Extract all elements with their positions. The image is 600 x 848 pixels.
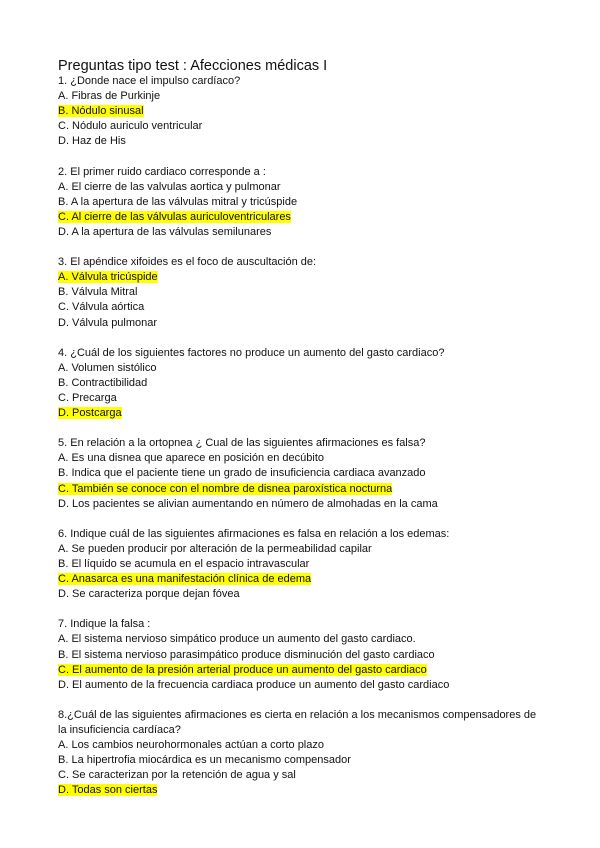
answer-option xyxy=(58,482,544,497)
question-4 xyxy=(58,346,544,421)
question-stem: 2. El primer ruido cardiaco corresponde a : xyxy=(58,165,266,178)
question-6 xyxy=(58,527,544,602)
answer-text: A. Fibras de Purkinje xyxy=(58,90,161,103)
answer-option xyxy=(58,497,544,512)
correct-answer-highlight: A. Válvula tricúspide xyxy=(58,271,158,284)
answer-text: D. Se caracteriza porque dejan fóvea xyxy=(58,588,240,601)
document-title: Preguntas tipo test : Afecciones médicas I xyxy=(58,58,328,74)
correct-answer-highlight: B. Nódulo sinusal xyxy=(58,105,144,118)
answer-option xyxy=(58,753,544,768)
answer-text: D. Válvula pulmonar xyxy=(58,316,158,329)
answer-text: D. Haz de His xyxy=(58,135,126,148)
question-stem: 4. ¿Cuál de los siguientes factores no produce un aumento del gasto cardiaco? xyxy=(58,346,445,359)
answer-text: B. El líquido se acumula en el espacio intravascular xyxy=(58,558,310,570)
question-stem: 5. En relación a la ortopnea ¿ Cual de las siguientes afirmaciones es falsa? xyxy=(58,437,426,450)
answer-option xyxy=(58,225,544,240)
answer-text: B. Válvula Mitral xyxy=(58,286,138,299)
answer-text: B. El sistema nervioso parasimpático produce disminución del gasto cardiaco xyxy=(58,648,435,661)
correct-answer-highlight: D. Todas son ciertas xyxy=(58,784,158,797)
answer-option xyxy=(58,783,544,798)
answer-option xyxy=(58,557,544,572)
answer-option xyxy=(58,768,544,783)
answer-text: C. Precarga xyxy=(58,391,117,404)
correct-answer-highlight: C. Al cierre de las válvulas auriculoventriculares xyxy=(58,210,291,223)
answer-option xyxy=(58,104,544,119)
answer-text: C. Nódulo auriculo ventricular xyxy=(58,120,203,133)
answer-option xyxy=(58,180,544,195)
question-stem: 7. Indique la falsa : xyxy=(58,618,151,631)
answer-text: A. El sistema nervioso simpático produce un aumento del gasto cardiaco. xyxy=(58,633,416,646)
answer-text: B. A la apertura de las válvulas mitral y tricúspide xyxy=(58,195,298,208)
answer-option xyxy=(58,270,544,285)
answer-text: B. Contractibilidad xyxy=(58,376,148,389)
answer-option xyxy=(58,632,544,647)
answer-option xyxy=(58,678,544,693)
answer-option xyxy=(58,648,544,663)
question-5 xyxy=(58,436,544,511)
document-page xyxy=(58,57,544,814)
answer-option xyxy=(58,572,544,587)
answer-option xyxy=(58,316,544,331)
answer-text: A. Los cambios neurohormonales actúan a corto plazo xyxy=(58,739,324,752)
answer-option xyxy=(58,195,544,210)
question-stem: 6. Indique cuál de las siguientes afirmaciones es falsa en relación a los edemas: xyxy=(58,527,450,540)
question-stem: 8.¿Cuál de las siguientes afirmaciones es cierta en relación a los mecanismos compensadores de la insuficiencia cardíaca? xyxy=(58,708,537,737)
correct-answer-highlight: C. Anasarca es una manifestación clínica de edema xyxy=(58,573,312,586)
answer-text: D. Los pacientes se alivian aumentando en número de almohadas en la cama xyxy=(58,497,438,510)
question-stem: 3. El apéndice xifoides es el foco de auscultación de: xyxy=(58,256,317,269)
answer-option xyxy=(58,300,544,315)
answer-option xyxy=(58,466,544,481)
correct-answer-highlight: C. El aumento de la presión arterial produce un aumento del gasto cardiaco xyxy=(58,663,427,676)
answer-option xyxy=(58,451,544,466)
answer-text: A. Es una disnea que aparece en posición en decúbito xyxy=(58,452,325,465)
answer-option xyxy=(58,738,544,753)
correct-answer-highlight: C. También se conoce con el nombre de disnea paroxística nocturna xyxy=(58,482,393,495)
answer-option xyxy=(58,406,544,421)
answer-option xyxy=(58,391,544,406)
answer-text: C. Válvula aórtica xyxy=(58,301,145,314)
question-stem: 1. ¿Donde nace el impulso cardíaco? xyxy=(58,75,241,87)
answer-option xyxy=(58,376,544,391)
answer-option xyxy=(58,285,544,300)
correct-answer-highlight: D. Postcarga xyxy=(58,407,122,420)
answer-text: B. La hipertrofia miocárdica es un mecanismo compensador xyxy=(58,754,351,767)
answer-option xyxy=(58,210,544,225)
answer-option xyxy=(58,587,544,602)
question-1 xyxy=(58,74,544,149)
answer-text: A. Volumen sistólico xyxy=(58,361,157,374)
answer-text: D. El aumento de la frecuencia cardiaca produce un aumento del gasto cardiaco xyxy=(58,678,450,691)
answer-option xyxy=(58,663,544,678)
question-7 xyxy=(58,617,544,692)
answer-text: B. Indica que el paciente tiene un grado de insuficiencia cardiaca avanzado xyxy=(58,467,426,480)
answer-text: D. A la apertura de las válvulas semilunares xyxy=(58,225,272,238)
answer-text: C. Se caracterizan por la retención de agua y sal xyxy=(58,769,296,782)
answer-option xyxy=(58,119,544,134)
answer-option xyxy=(58,134,544,149)
answer-text: A. Se pueden producir por alteración de la permeabilidad capilar xyxy=(58,542,372,555)
question-8 xyxy=(58,708,544,799)
question-2 xyxy=(58,165,544,240)
answer-option xyxy=(58,361,544,376)
answer-option xyxy=(58,89,544,104)
answer-text: A. El cierre de las valvulas aortica y pulmonar xyxy=(58,180,281,193)
question-3 xyxy=(58,255,544,330)
answer-option xyxy=(58,542,544,557)
question-list xyxy=(58,74,544,799)
